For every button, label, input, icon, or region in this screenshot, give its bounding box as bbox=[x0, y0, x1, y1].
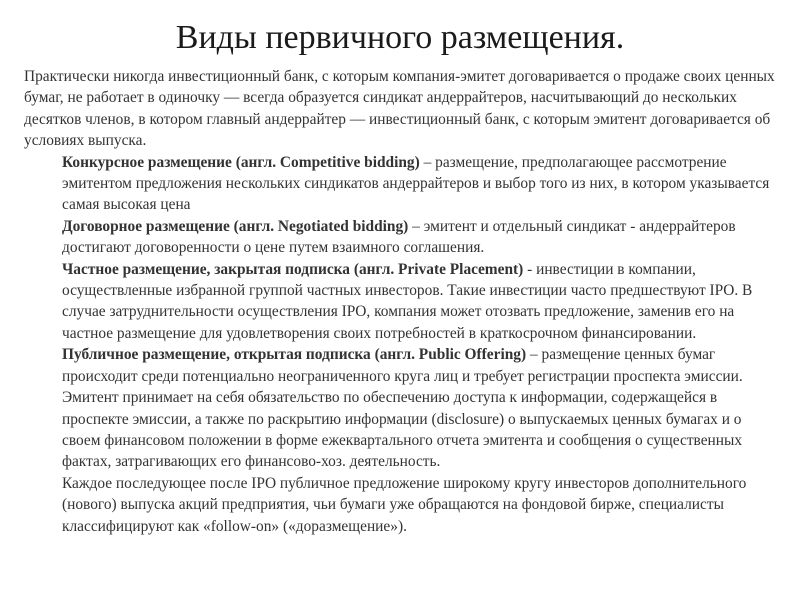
placement-description: – эмитент и отдельный синдикат - андеррайтеров достигают договоренности о цене путем взаимного соглашения. bbox=[62, 217, 736, 257]
closing-paragraph: Каждое последующее после IPO публичное предложение широкому кругу инвесторов дополнительного (нового) выпуска акций предприятия, чьи бумаги уже обращаются на фондовой бирже, специалисты классифицируют как «follow-on» («доразмещение»). bbox=[62, 474, 747, 535]
placement-term: Конкурсное размещение (англ. Competitive bidding) bbox=[62, 153, 420, 171]
placement-type-private bbox=[24, 259, 780, 345]
slide-title: Виды первичного размещения. bbox=[175, 19, 625, 56]
placement-type-competitive bbox=[24, 152, 780, 216]
intro-paragraph: Практически никогда инвестиционный банк, с которым компания-эмитет договаривается о продаже своих ценных бумаг, не работает в одиночку — всегда образуется синдикат андеррайтеров, насчитывающий до нескольких десятков членов, в котором главный андеррайтер — инвестиционный банк, с которым эмитент договаривается об условиях выпуска. bbox=[24, 68, 775, 150]
placement-term: Частное размещение, закрытая подписка (англ. Private Placement) bbox=[62, 260, 524, 278]
placement-term: Публичное размещение, открытая подписка (англ. Public Offering) bbox=[62, 346, 527, 364]
placement-type-negotiated bbox=[24, 216, 780, 259]
placement-term: Договорное размещение (англ. Negotiated bidding) bbox=[62, 217, 409, 235]
placement-description: - инвестиции в компании, осуществленные избранной группой частных инвесторов. Такие инвестиции часто предшествуют IPO. В случае затруднительности осуществления IPO, компания может отозвать предложение, заменив его на частное размещение для удовлетворения своих потребностей в краткосрочном финансировании. bbox=[62, 260, 753, 342]
placement-type-public bbox=[24, 344, 780, 472]
placement-description: – размещение ценных бумаг происходит среди потенциально неограниченного круга лиц и требует регистрации проспекта эмиссии. Эмитент принимает на себя обязательство по обеспечению доступа к информации, содержащейся в проспекте эмиссии, а также по раскрытию информации (disclosure) о выпускаемых ценных бумагах и о своем финансовом положении в форме ежеквартального отчета эмитента и сообщения о существенных фактах, затрагивающих его финансово-хоз. деятельность. bbox=[62, 346, 743, 471]
slide-body bbox=[24, 66, 780, 537]
placement-description: – размещение, предполагающее рассмотрение эмитентом предложения нескольких синдикатов андеррайтеров и выбор того из них, в котором указывается самая высокая цена bbox=[62, 153, 770, 214]
